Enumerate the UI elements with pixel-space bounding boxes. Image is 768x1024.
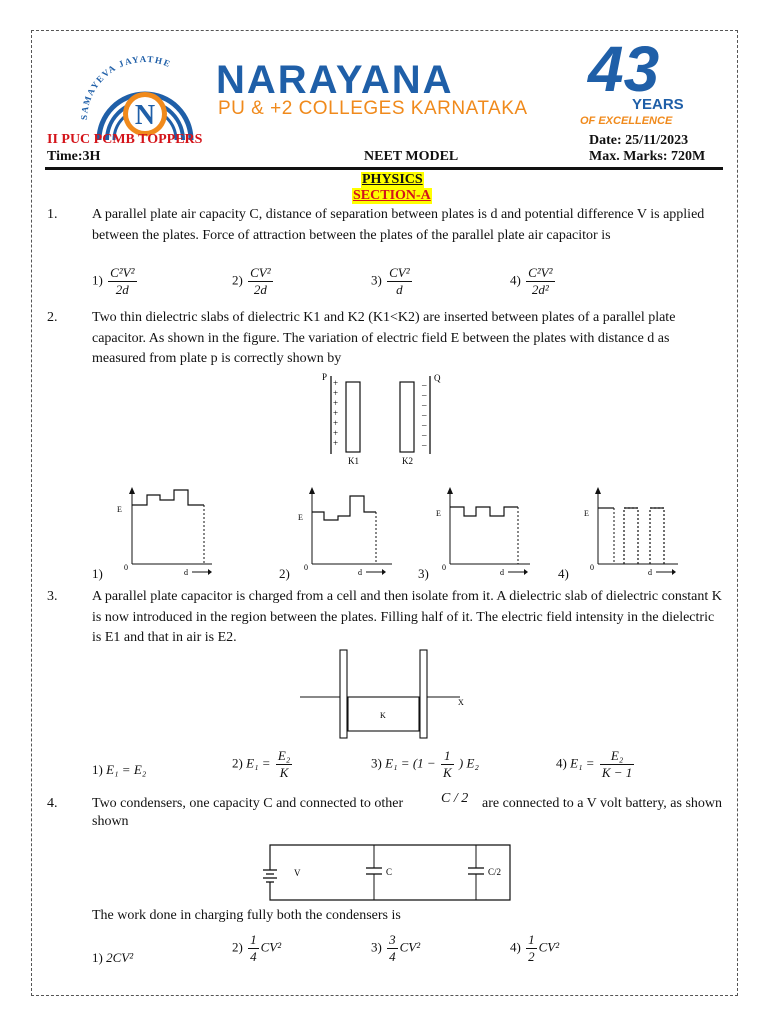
svg-text:+: + [333, 378, 339, 388]
brand-subtitle: PU & +2 COLLEGES KARNATAKA [218, 98, 528, 119]
svg-text:–: – [422, 390, 427, 400]
svg-text:d: d [358, 568, 362, 577]
graph-option-4-label: 4) [558, 566, 569, 581]
question-text-cont: are connected to a V volt battery, as shown [482, 796, 723, 811]
option-2: 2) E₁ = $\frac{\text{E₂}}{K}$ [232, 748, 291, 780]
svg-text:E: E [298, 513, 303, 522]
question-number: 1. [47, 207, 58, 222]
option-1: 1) E₁ = E₂ [92, 762, 147, 777]
option-4: 4) $\frac{1}{2}$ CV² [510, 932, 560, 964]
capacitor-c-label: C [386, 867, 393, 877]
svg-text:–: – [422, 420, 427, 430]
anniversary-badge [580, 33, 696, 132]
svg-text:+: + [333, 388, 339, 398]
question-text-cont-2: shown [92, 814, 129, 829]
question-text: A parallel plate capacitor is charged from a cell and then isolate from it. A dielectric slab of dielectric constant K is now introduced in the region between the plates. Filling half of it. The electric field intensity in the dielectric is E1 and that in air is E2. [92, 589, 722, 645]
option-fraction: $\frac{1}{2}$ [528, 932, 535, 964]
question-number: 2. [47, 310, 58, 325]
battery-label: V [294, 868, 301, 878]
question-text: Two condensers, one capacity C and connected to other [92, 796, 404, 811]
option-3: 3) $\frac{\text{CV²}}{d}$ [371, 265, 410, 297]
svg-text:+: + [333, 408, 339, 418]
graph-option-4 [578, 482, 688, 580]
question-text: Two thin dielectric slabs of dielectric K1 and K2 (K1<K2) are inserted between plates of a parallel plate capacitor. As shown in the figure. The variation of electric field E between the plates with distance d as measured from plate p is correctly shown by [92, 310, 676, 366]
svg-text:+: + [333, 438, 339, 448]
plate-p-label: P [322, 372, 328, 382]
svg-text:d: d [648, 568, 652, 577]
option-fraction: $\frac{\text{CV²}}{d}$ [389, 265, 410, 297]
graph-option-2-label: 2) [279, 566, 290, 581]
svg-text:–: – [422, 380, 427, 390]
option-fraction: $\frac{\text{E₂}}{K}$ [277, 748, 291, 780]
logo-letter: N [134, 100, 156, 131]
svg-text:0: 0 [124, 563, 128, 572]
option-2: 2) $\frac{\text{CV²}}{2d}$ [232, 265, 271, 297]
option-fraction: $\frac{1}{K}$ [442, 748, 452, 780]
section-title: SECTION-A [353, 188, 431, 203]
option-3: 3) E₁ = (1 − $\frac{1}{K}$ ) E₂ [371, 748, 479, 780]
slab-k-label: K [380, 711, 386, 720]
badge-number: 43 [588, 33, 660, 105]
svg-text:E: E [436, 509, 441, 518]
slab-k1-label: K1 [348, 456, 359, 466]
graph-option-1-label: 1) [92, 566, 103, 581]
badge-excellence: OF EXCELLENCE [580, 115, 673, 127]
question-inline-math: C / 2 [441, 791, 469, 806]
option-fraction: $\frac{1}{4}$ [250, 932, 257, 964]
option-fraction: $\frac{\text{E₂}}{K - 1}$ [601, 748, 633, 780]
option-4: 4) $\frac{\text{C²V²}}{\text{2d²}}$ [510, 265, 553, 297]
max-marks: Max. Marks: 720M [589, 149, 706, 164]
question-prompt: The work done in charging fully both the condensers is [92, 908, 401, 923]
question-number: 3. [47, 589, 58, 604]
slab-k2-label: K2 [402, 456, 413, 466]
exam-date: Date: 25/11/2023 [589, 133, 689, 148]
option-3: 3) $\frac{3}{4}$ CV² [371, 932, 421, 964]
graph-option-1 [112, 482, 222, 580]
option-4: 4) E₁ = $\frac{\text{E₂}}{K - 1}$ [556, 748, 633, 780]
logo-ring-text: SAMAYEVA JAYATHE [78, 53, 173, 121]
badge-years: YEARS [632, 96, 684, 113]
svg-text:–: – [422, 410, 427, 420]
header-rule [45, 167, 723, 170]
option-fraction: $\frac{\text{CV²}}{2d}$ [250, 265, 271, 297]
option-1: 1) 2CV² [92, 950, 134, 965]
question-number: 4. [47, 796, 58, 811]
brand-name: NARAYANA [216, 58, 454, 102]
exam-name: NEET MODEL [364, 149, 459, 164]
svg-text:–: – [422, 440, 427, 450]
question-text: A parallel plate air capacity C, distance of separation between plates is d and potential difference V is applied between the plates. Force of attraction between the plates of the parallel plate air capacitor is [92, 207, 705, 243]
plate-q-label: Q [434, 373, 441, 383]
svg-text:+: + [333, 418, 339, 428]
svg-text:E: E [584, 509, 589, 518]
capacitor-circuit [258, 840, 520, 905]
capacitor-c2-label: C/2 [488, 867, 502, 877]
svg-text:+: + [333, 428, 339, 438]
option-fraction: $\frac{\text{C²V²}}{\text{2d²}}$ [528, 265, 553, 297]
svg-text:d: d [184, 568, 188, 577]
option-fraction: $\frac{3}{4}$ [389, 932, 396, 964]
graph-option-3-label: 3) [418, 566, 429, 581]
svg-text:0: 0 [304, 563, 308, 572]
exam-time: Time:3H [47, 149, 101, 164]
svg-text:d: d [500, 568, 504, 577]
option-2: 2) $\frac{1}{4}$ CV² [232, 932, 282, 964]
dielectric-half-figure [300, 648, 475, 743]
svg-text:+: + [333, 398, 339, 408]
svg-text:E: E [117, 505, 122, 514]
graph-option-3 [430, 482, 540, 580]
svg-text:0: 0 [590, 563, 594, 572]
svg-text:0: 0 [442, 563, 446, 572]
dielectric-slabs-figure [318, 372, 448, 467]
option-fraction: $\frac{\text{C²V²}}{2d}$ [110, 265, 135, 297]
svg-text:–: – [422, 430, 427, 440]
class-title: II PUC PCMB TOPPERS [47, 132, 203, 147]
option-1: 1) $\frac{\text{C²V²}}{2d}$ [92, 265, 135, 297]
subject-title: PHYSICS [362, 172, 423, 187]
graph-option-2 [292, 482, 402, 580]
axis-x-label: X [458, 698, 464, 707]
svg-text:–: – [422, 400, 427, 410]
